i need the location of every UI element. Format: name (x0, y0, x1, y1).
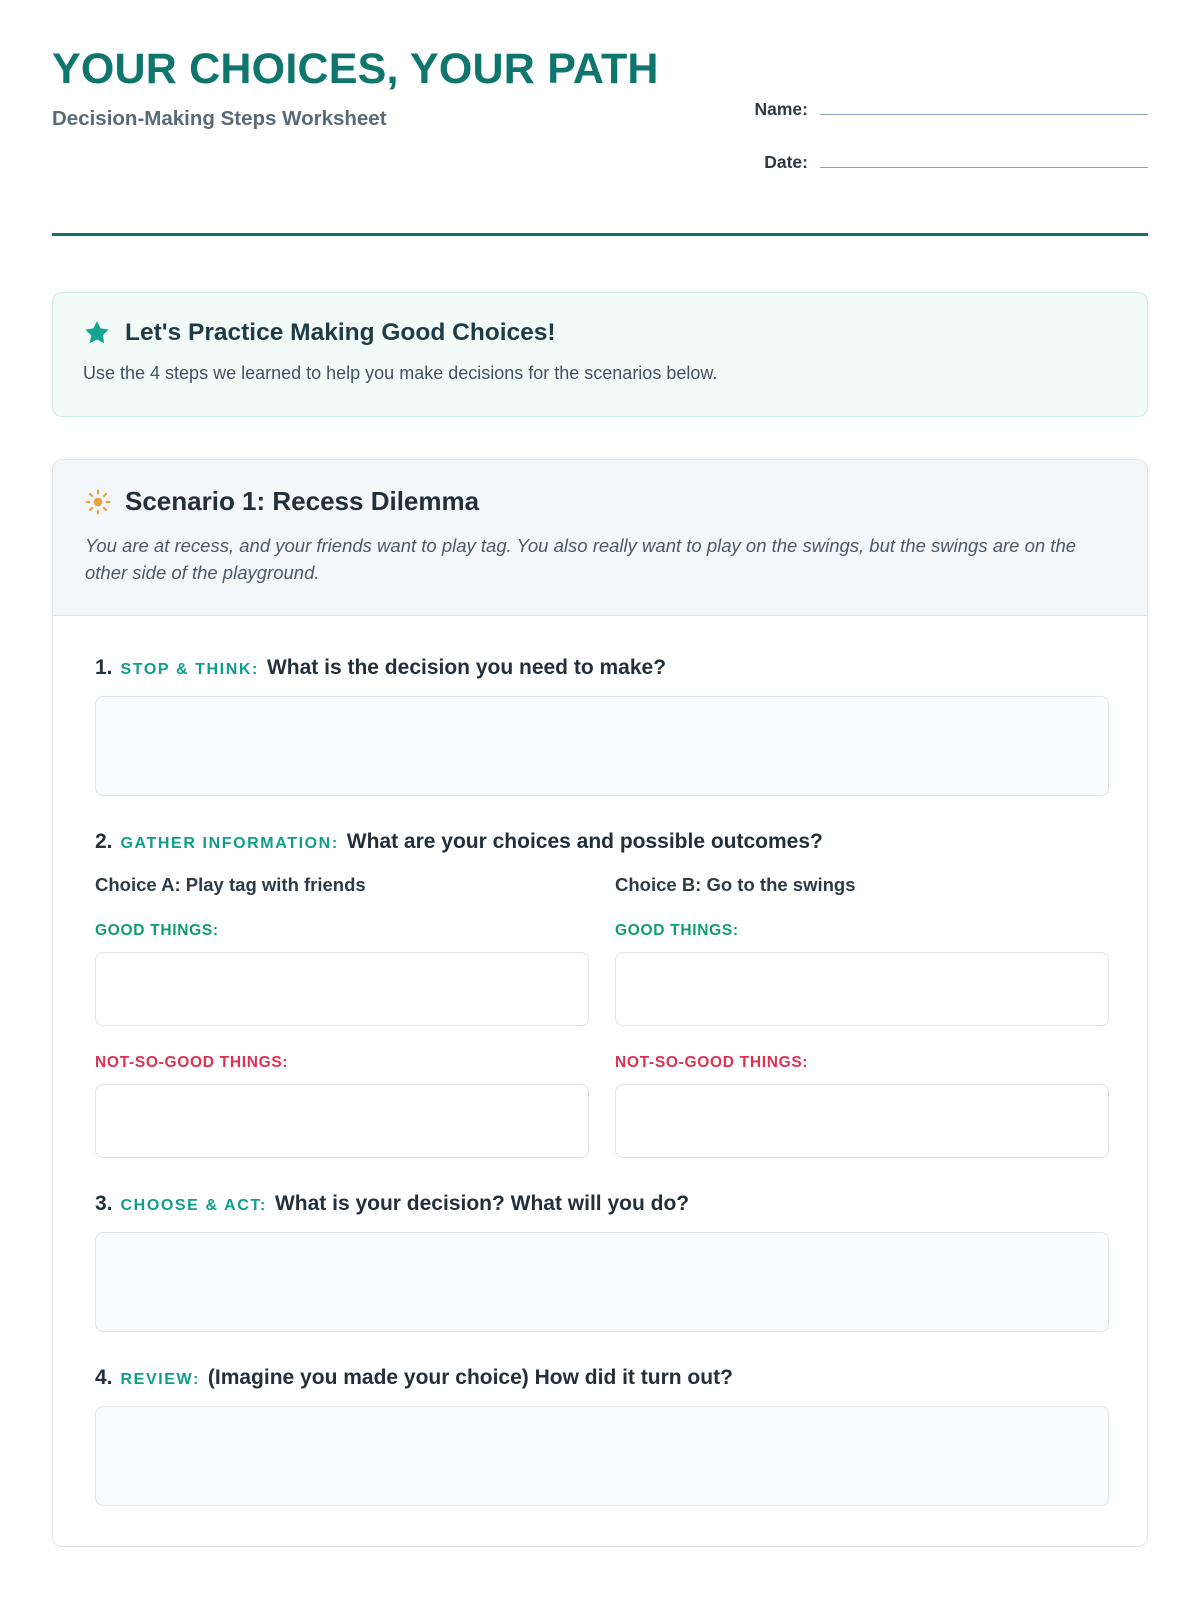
sun-icon (85, 489, 111, 515)
step-2-question: What are your choices and possible outcomes? (346, 829, 823, 853)
choice-a-label: Choice A: Play tag with friends (95, 873, 366, 895)
step-1-heading (95, 656, 1109, 680)
step-4-tag: REVIEW: (120, 1370, 200, 1388)
date-field-row (738, 146, 1148, 173)
step-1-tag: STOP & THINK: (120, 660, 259, 678)
choice-a-bad-box[interactable] (95, 1084, 589, 1158)
step-1 (95, 656, 1109, 796)
name-field-row (738, 93, 1148, 120)
callout-header (83, 319, 1117, 347)
step-4 (95, 1366, 1109, 1506)
choice-b-column (615, 874, 1109, 1158)
step-4-number: 4. (95, 1365, 113, 1389)
date-input-line[interactable] (820, 146, 1148, 168)
step-2 (95, 830, 1109, 1158)
callout-title: Let's Practice Making Good Choices! (125, 319, 556, 346)
date-field-label: Date: (764, 152, 808, 172)
step-2-number: 2. (95, 829, 113, 853)
choice-a-good-box[interactable] (95, 952, 589, 1026)
choice-b-label: Choice B: Go to the swings (615, 873, 856, 895)
step-3-heading (95, 1192, 1109, 1216)
scenario-body (53, 616, 1147, 1546)
scenario-description: You are at recess, and your friends want to play tag. You also really want to play on the swings, but the swings are on the other side of the playground. (85, 535, 1077, 583)
choice-a-good-label: GOOD THINGS: (95, 921, 219, 939)
practice-callout (52, 292, 1148, 417)
choice-a-column (95, 874, 589, 1158)
step-1-number: 1. (95, 655, 113, 679)
choice-b-bad-box[interactable] (615, 1084, 1109, 1158)
scenario-header (53, 460, 1147, 616)
choice-b-good-box[interactable] (615, 952, 1109, 1026)
scenario-card (52, 459, 1148, 1547)
name-input-line[interactable] (820, 93, 1148, 115)
step-3-number: 3. (95, 1191, 113, 1215)
choice-b-bad-label: NOT-SO-GOOD THINGS: (615, 1053, 809, 1071)
step-2-tag: GATHER INFORMATION: (120, 834, 339, 852)
step-3-tag: CHOOSE & ACT: (120, 1196, 267, 1214)
step-3-answer-box[interactable] (95, 1232, 1109, 1332)
page-subtitle: Decision-Making Steps Worksheet (52, 107, 387, 131)
star-icon (83, 319, 111, 347)
step-3-question: What is your decision? What will you do? (274, 1191, 690, 1215)
scenario-title-row (85, 486, 1115, 517)
step-4-question: (Imagine you made your choice) How did it turn out? (207, 1365, 733, 1389)
name-field-label: Name: (754, 99, 808, 119)
step-4-heading (95, 1366, 1109, 1390)
page-title: YOUR CHOICES, YOUR PATH (52, 45, 659, 93)
student-info-fields (738, 45, 1148, 199)
choice-b-good-label: GOOD THINGS: (615, 921, 739, 939)
scenario-title: Scenario 1: Recess Dilemma (125, 486, 480, 517)
header-title-block (52, 45, 672, 131)
step-1-question: What is the decision you need to make? (266, 655, 667, 679)
choice-a-bad-label: NOT-SO-GOOD THINGS: (95, 1053, 289, 1071)
choices-grid (95, 874, 1109, 1158)
step-3 (95, 1192, 1109, 1332)
worksheet-header (52, 45, 1148, 199)
step-1-answer-box[interactable] (95, 696, 1109, 796)
callout-text: Use the 4 steps we learned to help you make decisions for the scenarios below. (83, 363, 718, 383)
header-divider (52, 233, 1148, 236)
step-2-heading (95, 830, 1109, 854)
step-4-answer-box[interactable] (95, 1406, 1109, 1506)
